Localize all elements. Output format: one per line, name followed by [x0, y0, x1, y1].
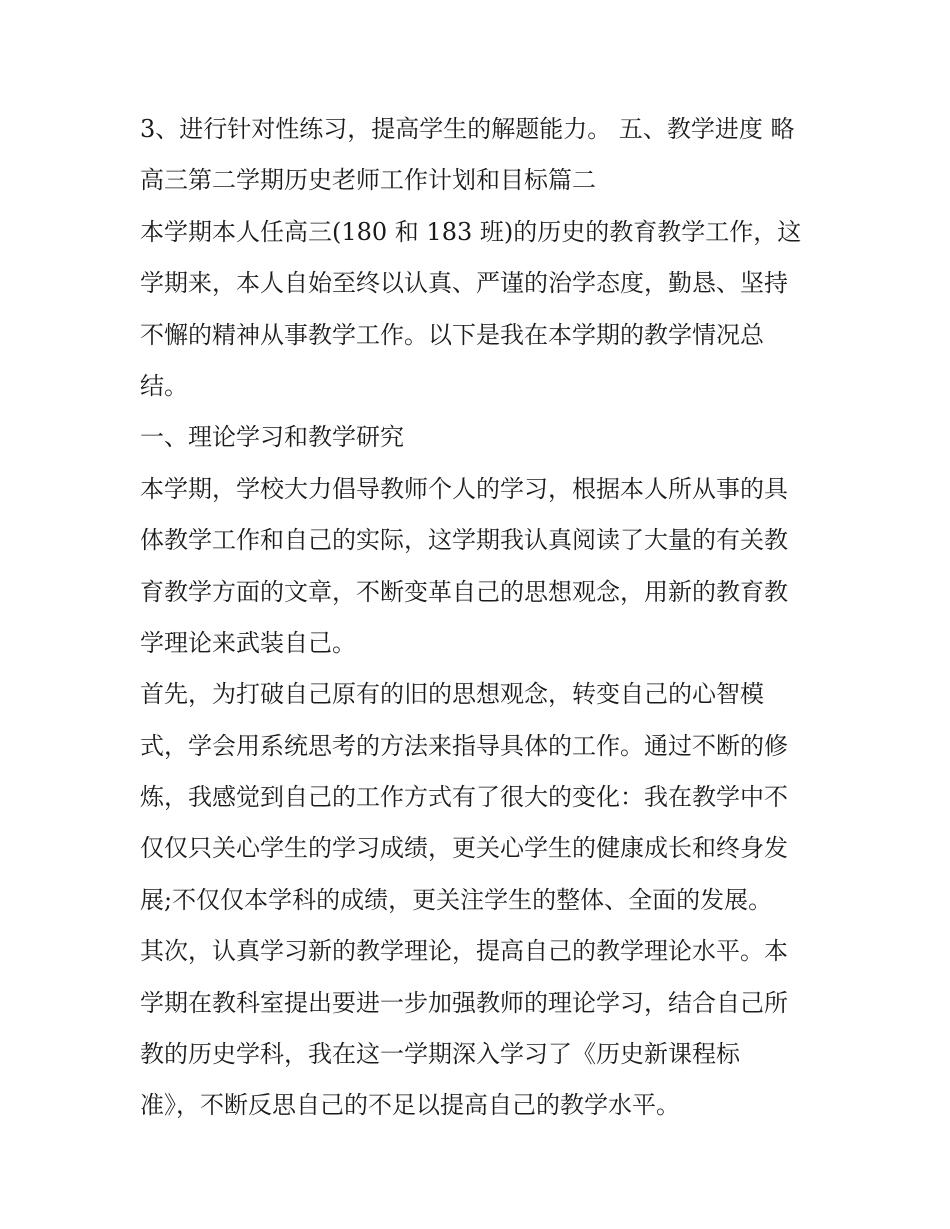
text-line: 展;不仅仅本学科的成绩，更关注学生的整体、全面的发展。	[140, 885, 773, 914]
text-line: 学理论来武装自己。	[140, 628, 356, 657]
text-line: 首先，为打破自己原有的旧的思想观念，转变自己的心智模	[140, 680, 764, 709]
text-line: 学期来，本人自始至终以认真、严谨的治学态度，勤恳、坚持	[140, 269, 788, 298]
text-line: 结。	[140, 371, 188, 400]
section-heading: 高三第二学期历史老师工作计划和目标篇二	[140, 166, 596, 195]
text-line: 炼，我感觉到自己的工作方式有了很大的变化：我在教学中不	[140, 783, 788, 812]
text-line: 学期在教科室提出要进一步加强教师的理论学习，结合自己所	[140, 988, 788, 1017]
text-line: 教的历史学科，我在这一学期深入学习了《历史新课程标	[140, 1040, 740, 1069]
section-heading: 一、理论学习和教学研究	[140, 423, 404, 452]
text-line: 育教学方面的文章，不断变革自己的思想观念，用新的教育教	[140, 577, 788, 606]
text-line: 3、进行针对性练习，提高学生的解题能力。 五、教学进度 略	[140, 115, 795, 143]
text-line: 其次，认真学习新的教学理论，提高自己的教学理论水平。本	[140, 937, 788, 966]
text-line: 体教学工作和自己的实际，这学期我认真阅读了大量的有关教	[140, 526, 788, 555]
text-line: 本学期本人任高三(180 和 183 班)的历史的教育教学工作，这	[140, 217, 802, 246]
text-line: 式，学会用系统思考的方法来指导具体的工作。通过不断的修	[140, 731, 788, 760]
document-body	[140, 104, 820, 1132]
text-line: 不懈的精神从事教学工作。以下是我在本学期的教学情况总	[140, 320, 764, 349]
text-line: 本学期，学校大力倡导教师个人的学习，根据本人所从事的具	[140, 474, 788, 503]
text-line: 准》，不断反思自己的不足以提高自己的教学水平。	[140, 1091, 680, 1120]
text-line: 仅仅只关心学生的学习成绩，更关心学生的健康成长和终身发	[140, 834, 788, 863]
